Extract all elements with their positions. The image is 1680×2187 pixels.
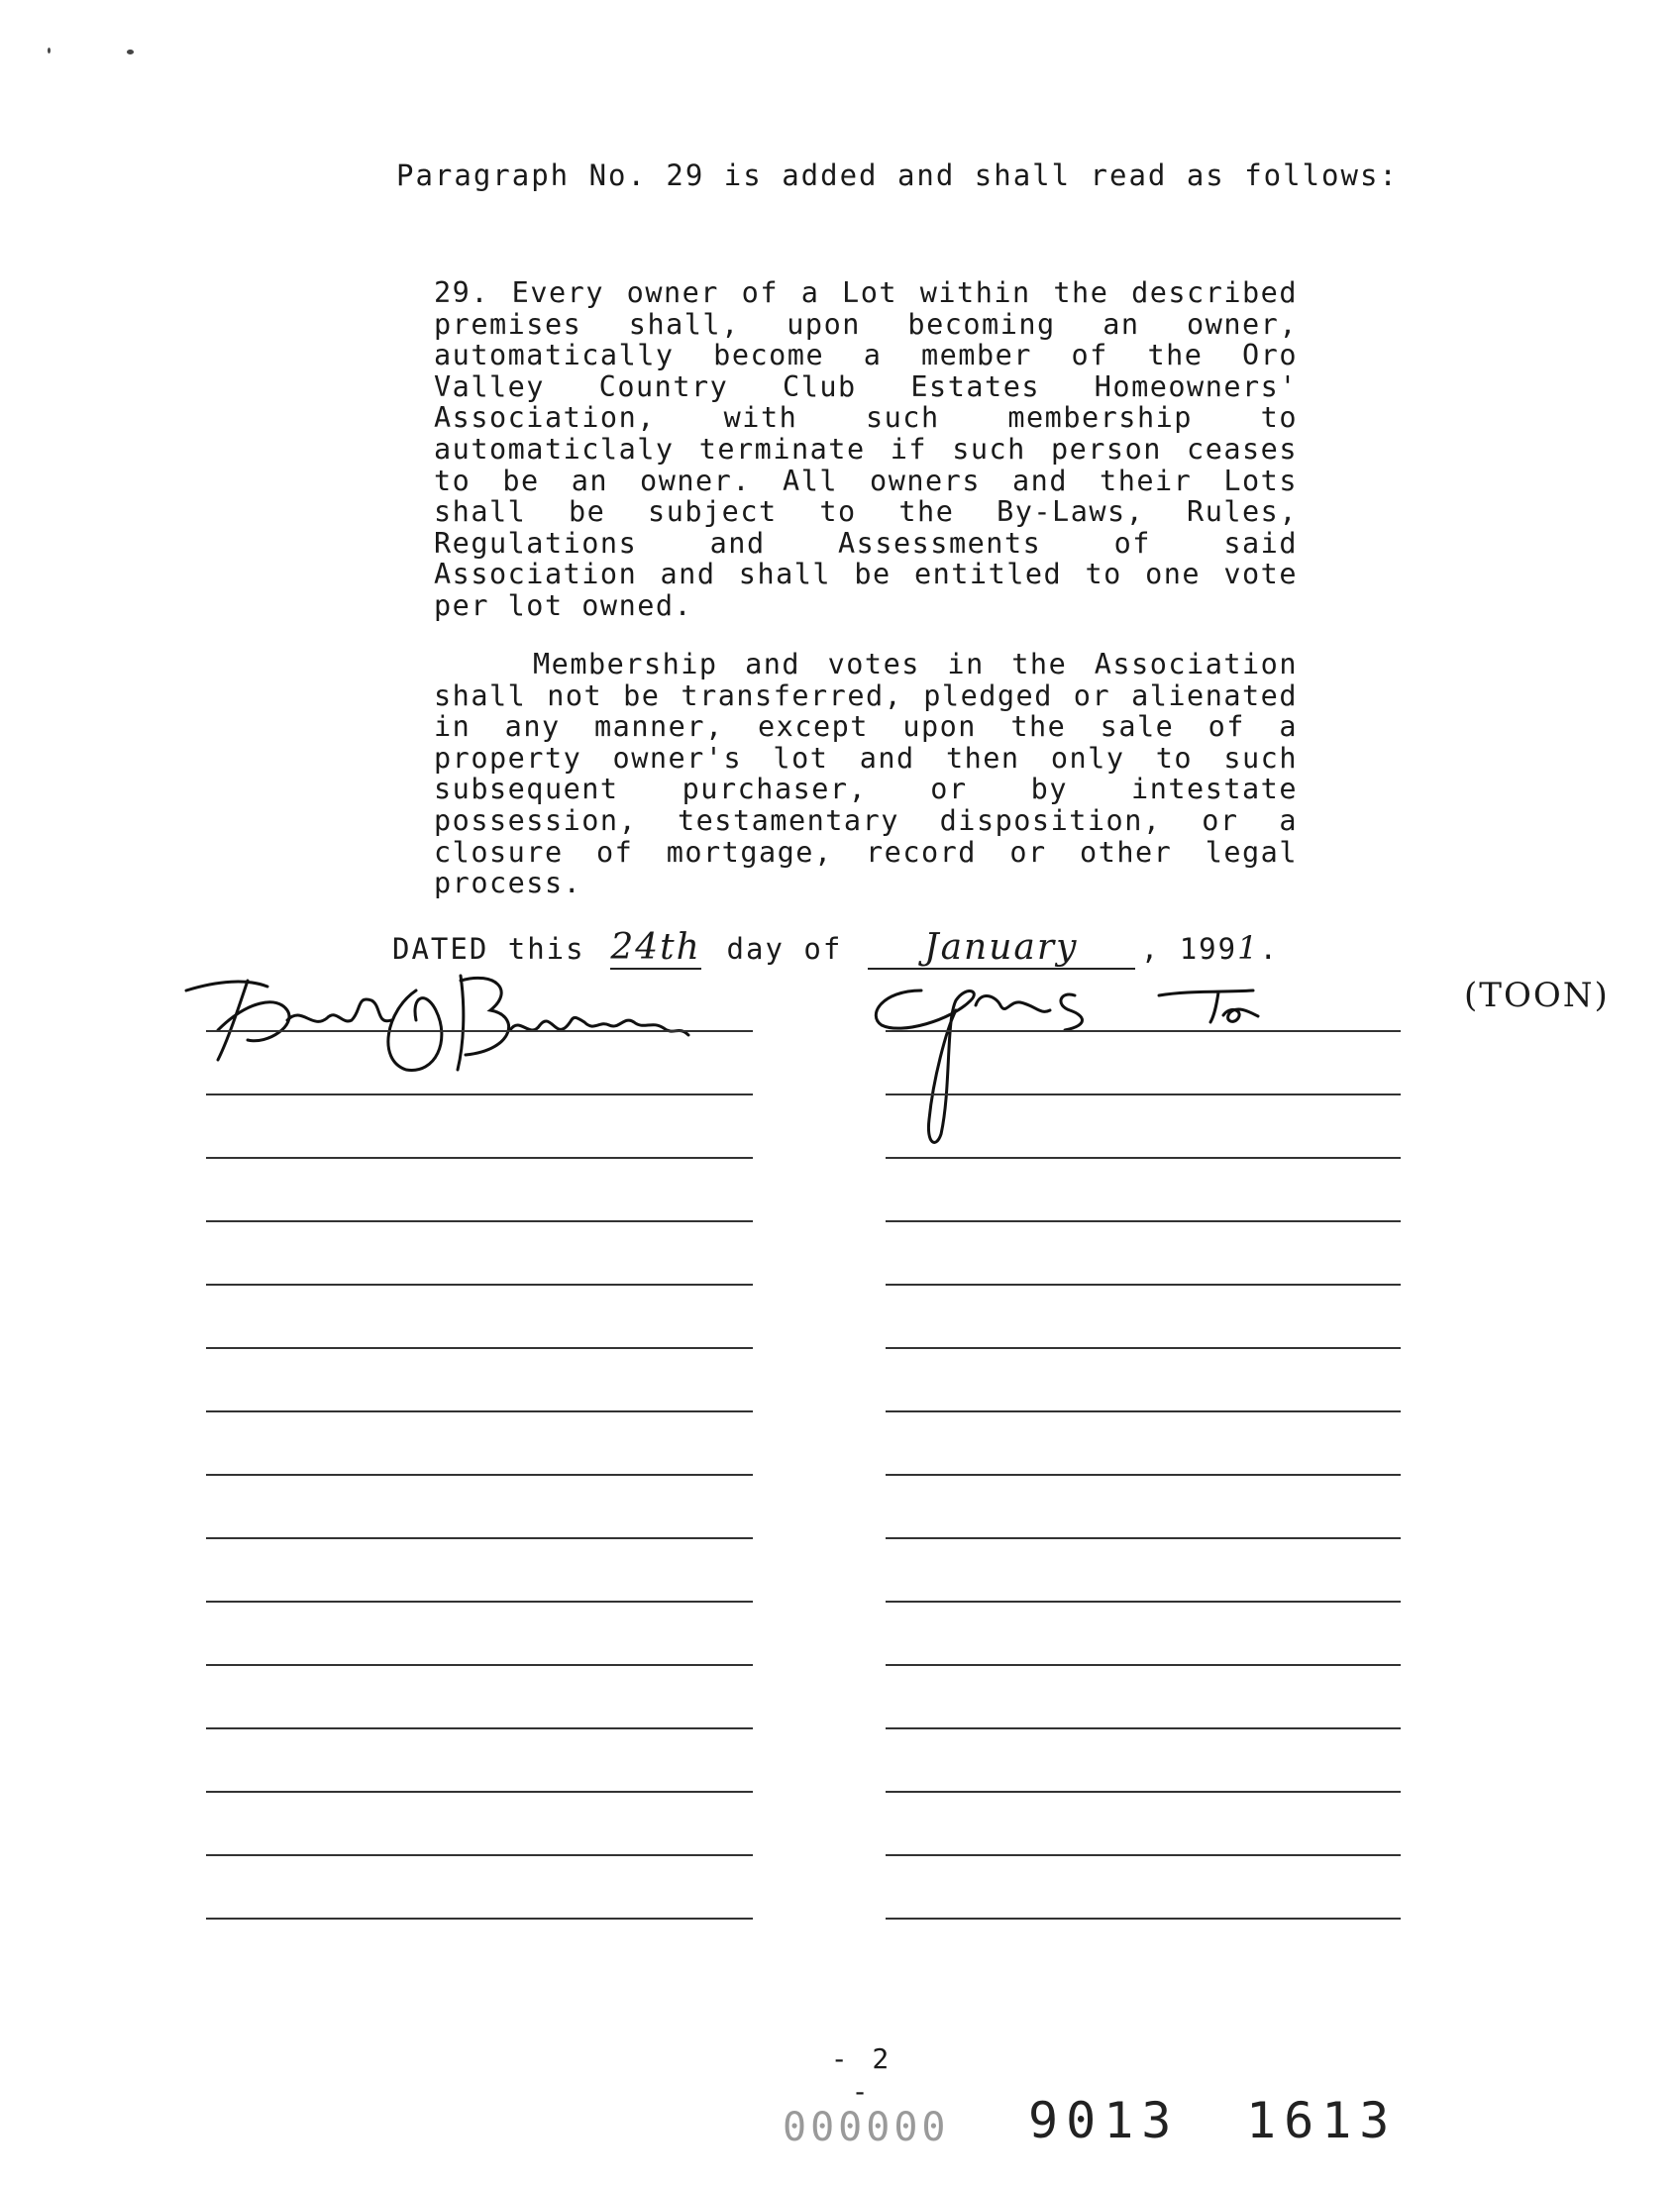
signature-line: [886, 1791, 1401, 1793]
signature-line: [206, 1854, 753, 1856]
signature-line: [886, 1918, 1401, 1920]
scan-speck: [127, 50, 134, 54]
signature-line: [206, 1410, 753, 1412]
handwritten-day: 24th: [610, 927, 701, 968]
signature-line: [206, 1347, 753, 1349]
signature-line: [886, 1537, 1401, 1539]
dated-prefix: DATED this: [392, 932, 585, 966]
signature-line: [886, 1474, 1401, 1476]
signature-line: [206, 1537, 753, 1539]
recording-page-number: 1613: [1246, 2092, 1398, 2149]
handwritten-year-digit: 1: [1237, 929, 1260, 967]
signature-line: [886, 1157, 1401, 1159]
signature-line: [206, 1918, 753, 1920]
signature-line: [206, 1601, 753, 1603]
signature-line: [206, 1664, 753, 1666]
right-signature: [862, 961, 1417, 1159]
recording-book-number: 9013: [1028, 2092, 1180, 2149]
signature-line: [886, 1601, 1401, 1603]
signature-line: [206, 1791, 753, 1793]
signature-line: [886, 1030, 1401, 1032]
signature-line: [886, 1347, 1401, 1349]
left-signature: [178, 951, 733, 1090]
year-prefix: , 199: [1140, 932, 1238, 966]
signature-line: [886, 1854, 1401, 1856]
paragraph-membership: Membership and votes in the Association shall not be transferred, pledged or alienated in any manner, except upon the sale of a property owner's lot and then only to such subsequent purchaser, or by intestate possession, testamentary disposition, or a closure of mortgage, record or other legal process.: [434, 648, 1298, 900]
scan-speck: [48, 48, 51, 53]
signature-line: [886, 1094, 1401, 1095]
paragraph-29: 29. Every owner of a Lot within the described premises shall, upon becoming an owner, automatically become a member of the Oro Valley Country Club Estates Homeowners' Association, with such membership to automaticlaly terminate if such person ceases to be an owner. All owners and their Lots shall be subject to the By-Laws, Rules, Regulations and Assessments of said Association and shall be entitled to one vote per lot owned.: [434, 276, 1298, 622]
faded-stamp-digits: 000000: [783, 2105, 950, 2150]
signature-line: [206, 1094, 753, 1095]
signature-line: [206, 1727, 753, 1729]
handwritten-month: January: [924, 927, 1079, 968]
signature-line: [206, 1030, 753, 1032]
signature-line: [886, 1664, 1401, 1666]
signature-line: [206, 1220, 753, 1222]
signature-line: [206, 1474, 753, 1476]
dated-suffix: .: [1259, 932, 1279, 966]
signature-line: [886, 1727, 1401, 1729]
intro-line: Paragraph No. 29 is added and shall read as follows:: [396, 158, 1399, 192]
dated-middle: day of: [726, 932, 843, 966]
handwritten-name-note: (TOON): [1464, 976, 1610, 1015]
page-number: - 2 -: [830, 2042, 893, 2108]
signature-line: [886, 1220, 1401, 1222]
signature-line: [206, 1284, 753, 1286]
signature-line: [886, 1284, 1401, 1286]
signature-line: [886, 1410, 1401, 1412]
signature-line: [206, 1157, 753, 1159]
